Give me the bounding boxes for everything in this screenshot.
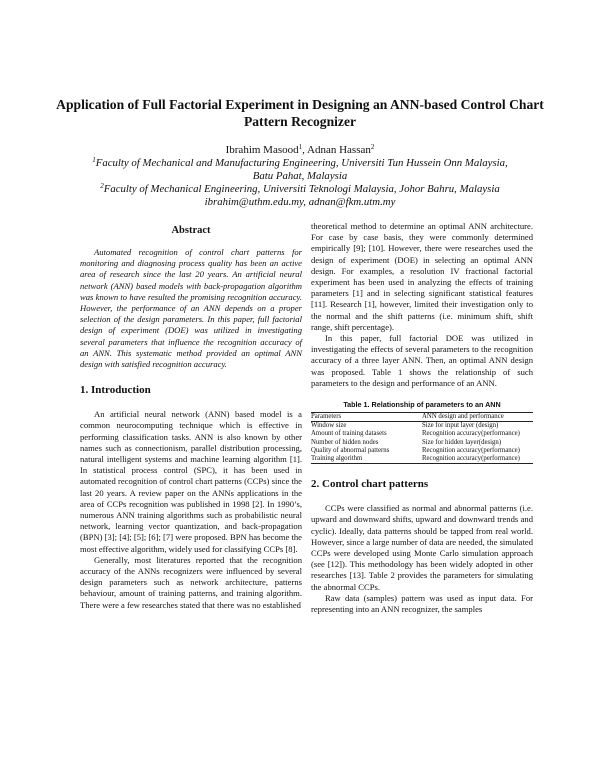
affiliation-2 bbox=[60, 183, 540, 196]
table-row bbox=[311, 455, 533, 464]
table-cell: Window size bbox=[311, 422, 347, 430]
section-heading-introduction: 1. Introduction bbox=[80, 384, 151, 397]
right-column bbox=[311, 221, 533, 615]
left-column bbox=[80, 221, 302, 611]
section-heading-control-chart-patterns: 2. Control chart patterns bbox=[311, 478, 429, 491]
intro-paragraph-1: An artificial neural network (ANN) based model is a common neurocomputing technique which is effective in performing classification tasks. ANN is also known by other names such as connectionism, parallel distribution processing, natural intelligent systems and machine learning algorithm [1]. In statistical process control (SPC), it has been used in automated recognition of control chart patterns (CCPs) since the last 20 years. A review paper on the ANNs applications in the area of CCPs recognition was published in 1998 [2]. In 1990’s, numerous ANN training algorithms such as probabilistic neural network, learning vector quantization, and back-propagation (BPN) [3]; [4]; [5]; [6]; [7] were proposed. BPN has become the most effective algorithm, widely used for classifying CCPs [8]. bbox=[80, 409, 302, 554]
table-cell: Number of hidden nodes bbox=[311, 438, 379, 446]
table-row bbox=[311, 447, 533, 455]
abstract-heading: Abstract bbox=[171, 225, 211, 236]
affiliation-1 bbox=[60, 157, 540, 170]
table-header-cell: Parameters bbox=[311, 413, 342, 421]
author-affiliation-mark: 2 bbox=[370, 143, 375, 151]
intro-paragraph-2: Generally, most literatures reported that the recognition accuracy of the ANNs recognizers were influenced by several design parameters such as network architecture, patterns behaviour, amount of training patterns, and training algorithm. There were a few researches stated that there was no established bbox=[80, 554, 302, 610]
author-affiliation-mark: 1 bbox=[298, 143, 303, 151]
affiliation-mark: 1 bbox=[92, 156, 96, 164]
author-name: Adnan Hassan bbox=[307, 144, 371, 156]
table-cell: Recognition accuracy(performance) bbox=[422, 430, 520, 438]
affiliation-mark: 2 bbox=[100, 182, 104, 190]
body-paragraph-continued: theoretical method to determine an optimal ANN architecture. For case by case basis, they were commonly determined empirically [9]; [10]. However, there were researches used the design of experiment (DOE) in selecting an optimal ANN design. For examples, a resolution IV fractional factorial experiment has been used in analyzing the effects of training parameters [1] and in selecting significant statistical features [11]. Research [1], however, limited their investigation only to the normal and the shift patterns (i.e. minimum shift, shift range, shift percentage). bbox=[311, 221, 533, 332]
table-cell: Quality of abnormal patterns bbox=[311, 446, 390, 454]
table-cell: Training algorithm bbox=[311, 455, 363, 463]
table-cell: Recognition accuracy(performance) bbox=[422, 446, 520, 454]
table-cell: Recognition accuracy(performance) bbox=[422, 455, 520, 463]
table-row bbox=[311, 422, 533, 431]
table-header-cell: ANN design and performance bbox=[422, 413, 504, 421]
author-name: Ibrahim Masood bbox=[225, 144, 299, 156]
paper-title: Application of Full Factorial Experiment in Designing an ANN-based Control Chart Pattern Recognizer bbox=[56, 97, 544, 129]
body-paragraph: In this paper, full factorial DOE was utilized in investigating the effects of several parameters to the recognition accuracy of a three layer ANN. Then, an optimal ANN design was proposed. Table 1 shows the relationship of such parameters to the design and performance of an ANN. bbox=[311, 333, 533, 388]
section2-paragraph-2: Raw data (samples) pattern was used as input data. For representing into an ANN recognizer, the samples bbox=[311, 592, 533, 615]
table-row bbox=[311, 430, 533, 438]
table-cell: Size for input layer (design) bbox=[422, 422, 499, 430]
author-emails: ibrahim@uthm.edu.my, adnan@fkm.utm.my bbox=[204, 196, 396, 208]
affiliation-1-location: Batu Pahat, Malaysia bbox=[252, 170, 348, 182]
affiliation-text: Faculty of Mechanical Engineering, Universiti Teknologi Malaysia, Johor Bahru, Malaysia bbox=[103, 183, 500, 195]
section2-paragraph-1: CCPs were classified as normal and abnormal patterns (i.e. upward and downward shifts, upward and downward trends and cyclic). Ideally, data patterns should be tapped from real world. However, since a large number of data are needed, the simulated CCPs were developed using Monte Carlo simulation approach (see [12]). This methodology has been widely adopted in other researches [13]. Table 2 provides the parameters for simulating the abnormal CCPs. bbox=[311, 503, 533, 592]
table-caption: Table 1. Relationship of parameters to an ANN bbox=[343, 400, 501, 410]
parameters-table bbox=[311, 412, 533, 464]
table-header-row bbox=[311, 413, 533, 422]
table-cell: Size for hidden layer(design) bbox=[422, 438, 502, 446]
table-cell: Amount of training datasets bbox=[311, 430, 387, 438]
table-row bbox=[311, 439, 533, 447]
abstract-text: Automated recognition of control chart patterns for monitoring and diagnosing process quality has been an active area of research since the last 20 years. An artificial neural network (ANN) based models with back-propagation algorithm was known to have resulted the promising recognition accuracy. However, the performance of an ANN depends on a proper selection of the design parameters. In this paper, full factorial design of experiment (DOE) was utilized in investigating several parameters that influence the recognition accuracy of an ANN. This systematic method provided an optimal ANN design with satisfied recognition accuracy. bbox=[80, 247, 302, 370]
author-line bbox=[40, 143, 560, 157]
author-separator: , bbox=[302, 144, 308, 156]
affiliation-text: Faculty of Mechanical and Manufacturing Engineering, Universiti Tun Hussein Onn Malaysia, bbox=[95, 157, 508, 169]
